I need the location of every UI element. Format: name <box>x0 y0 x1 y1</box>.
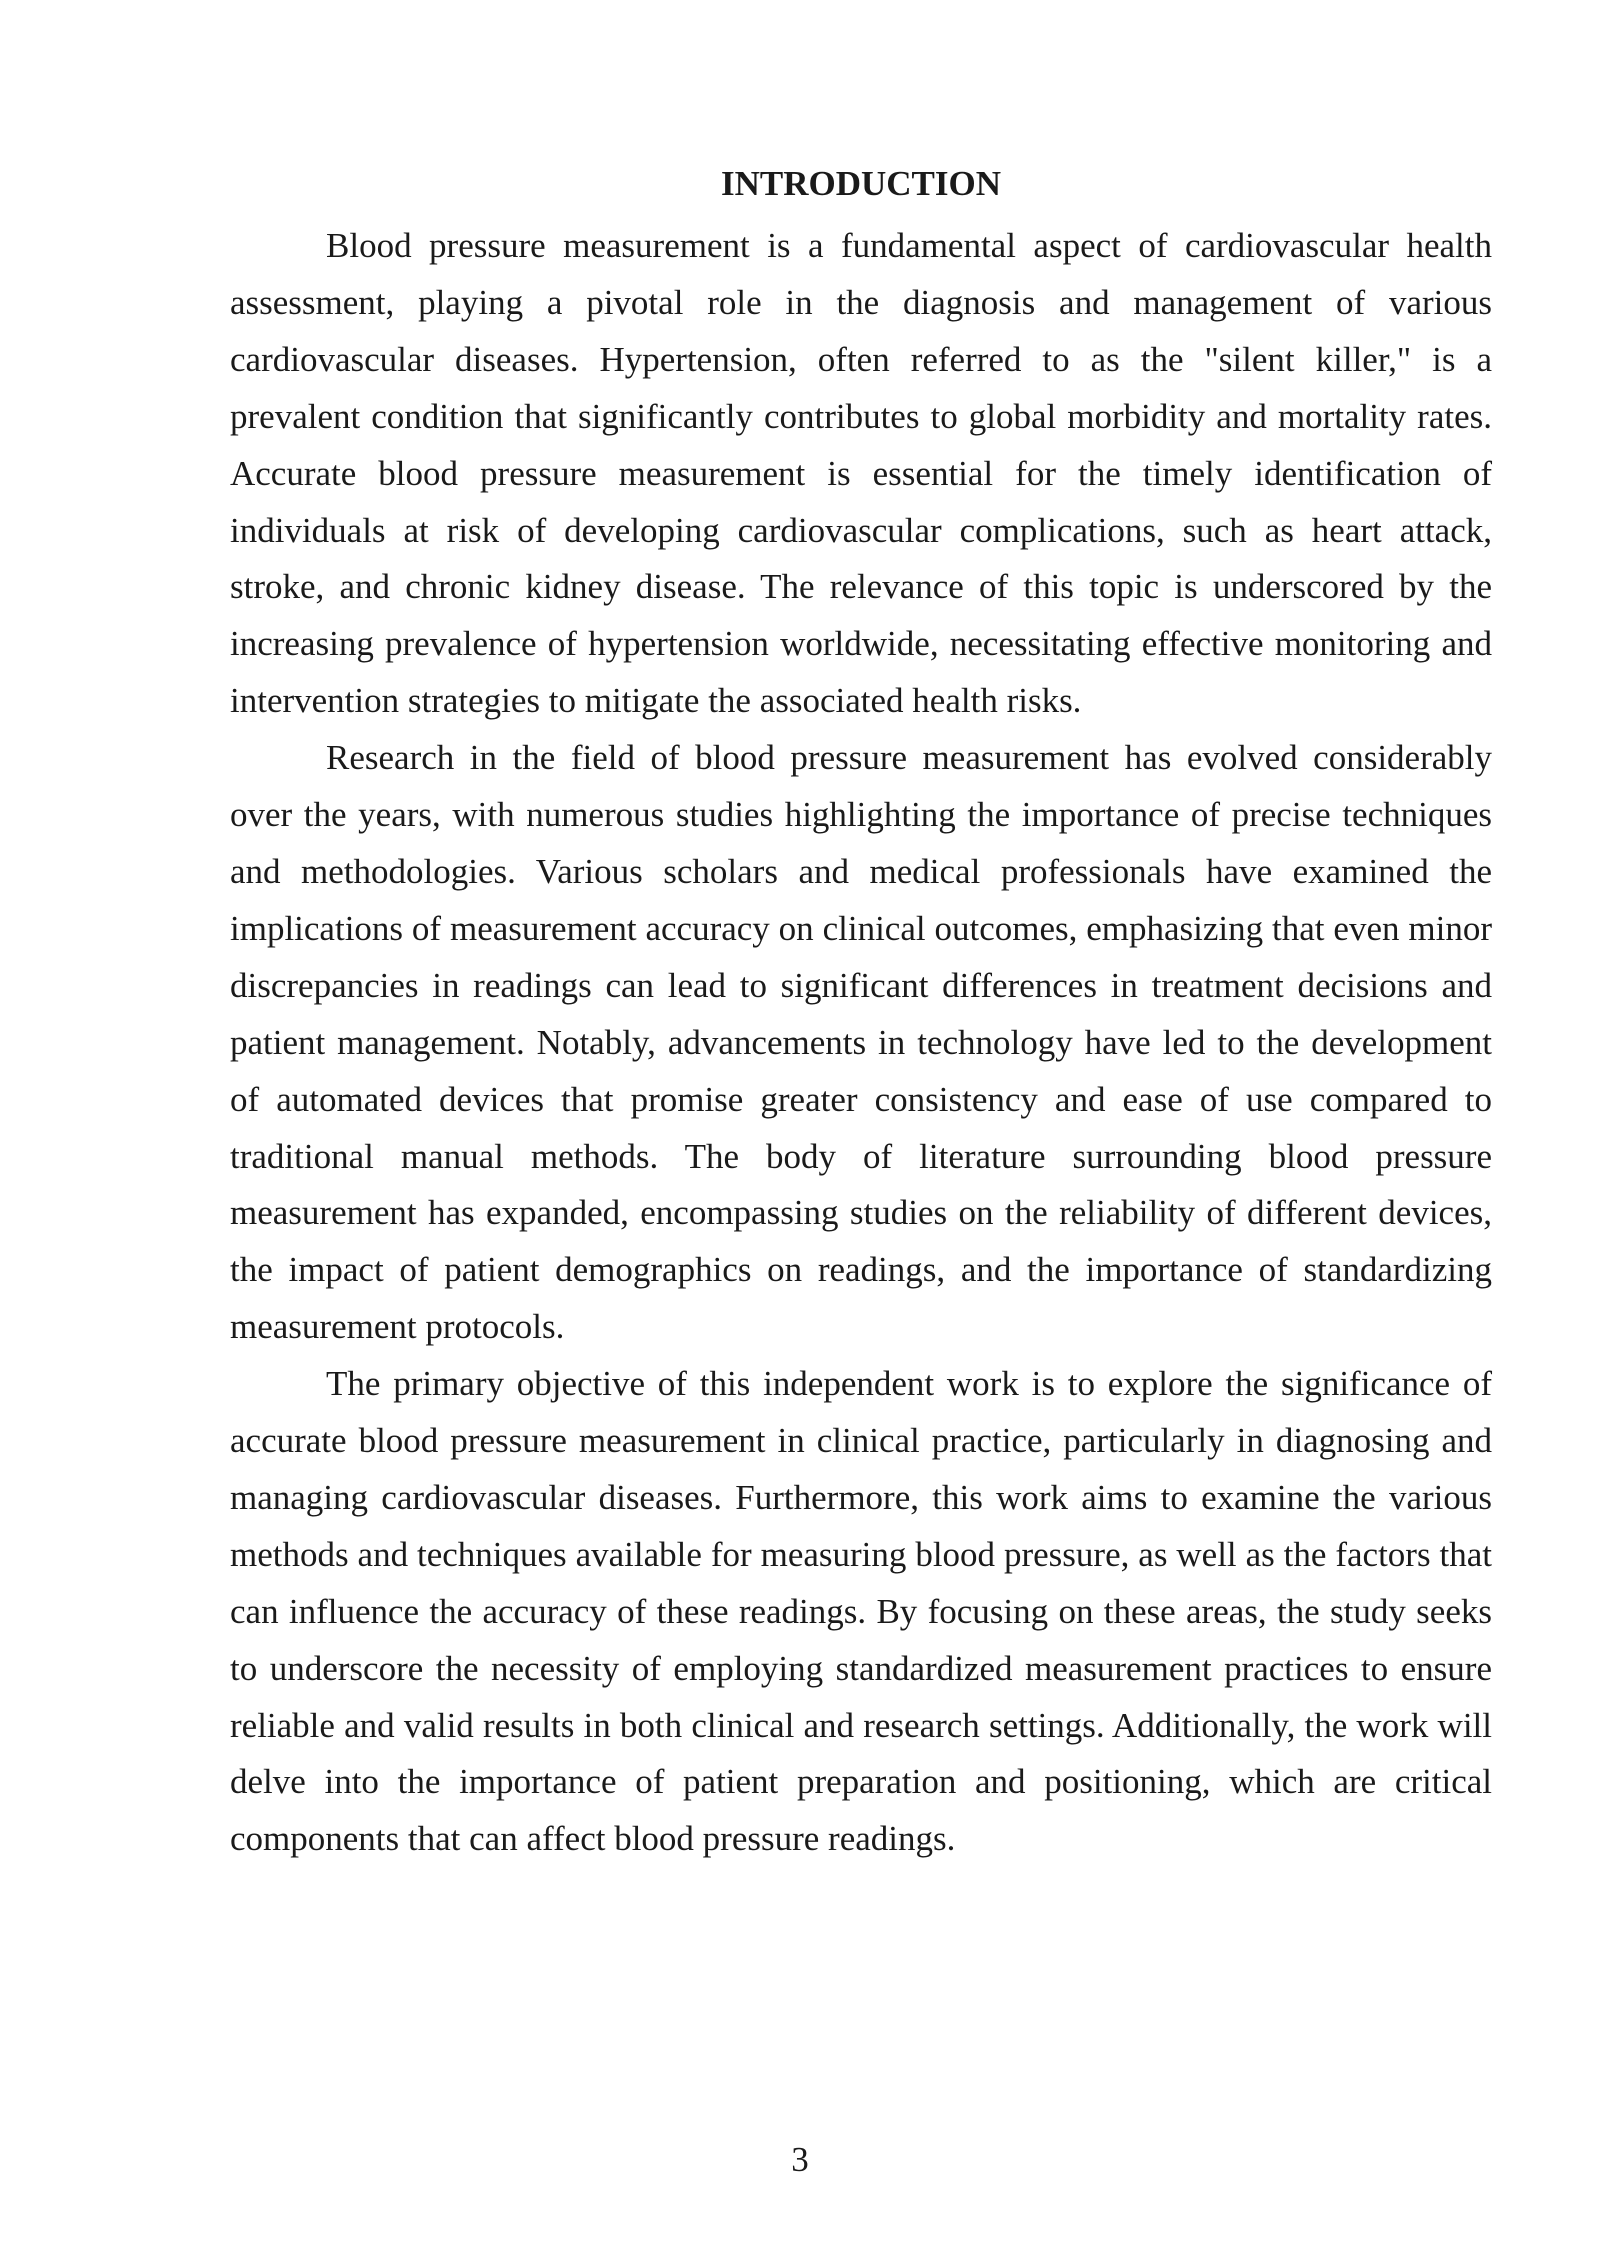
page-content <box>230 160 1492 1868</box>
paragraph-1: Blood pressure measurement is a fundamental aspect of cardiovascular health assessment, playing a pivotal role in the diagnosis and management of various cardiovascular diseases. Hypertension, often referred to as the "silent killer," is a prevalent condition that significantly contributes to global morbidity and mortality rates. Accurate blood pressure measurement is essential for the timely identification of individuals at risk of developing cardiovascular complications, such as heart attack, stroke, and chronic kidney disease. The relevance of this topic is underscored by the increasing prevalence of hypertension worldwide, necessitating effective monitoring and intervention strategies to mitigate the associated health risks. <box>230 226 1492 721</box>
paragraph-3: The primary objective of this independent work is to explore the significance of accurate blood pressure measurement in clinical practice, particularly in diagnosing and managing cardiovascular diseases. Furthermore, this work aims to examine the various methods and techniques available for measuring blood pressure, as well as the factors that can influence the accuracy of these readings. By focusing on these areas, the study seeks to underscore the necessity of employing standardized measurement practices to ensure reliable and valid results in both clinical and research settings. Additionally, the work will delve into the importance of patient preparation and positioning, which are critical components that can affect blood pressure readings. <box>230 1364 1492 1859</box>
section-heading: INTRODUCTION <box>720 164 1002 203</box>
page-number: 3 <box>791 2140 809 2179</box>
paragraph-2: Research in the field of blood pressure measurement has evolved considerably over the years, with numerous studies highlighting the importance of precise techniques and methodologies. Various scholars and medical professionals have examined the implications of measurement accuracy on clinical outcomes, emphasizing that even minor discrepancies in readings can lead to significant differences in treatment decisions and patient management. Notably, advancements in technology have led to the development of automated devices that promise greater consistency and ease of use compared to traditional manual methods. The body of literature surrounding blood pressure measurement has expanded, encompassing studies on the reliability of different devices, the impact of patient demographics on readings, and the importance of standardizing measurement protocols. <box>230 738 1492 1347</box>
